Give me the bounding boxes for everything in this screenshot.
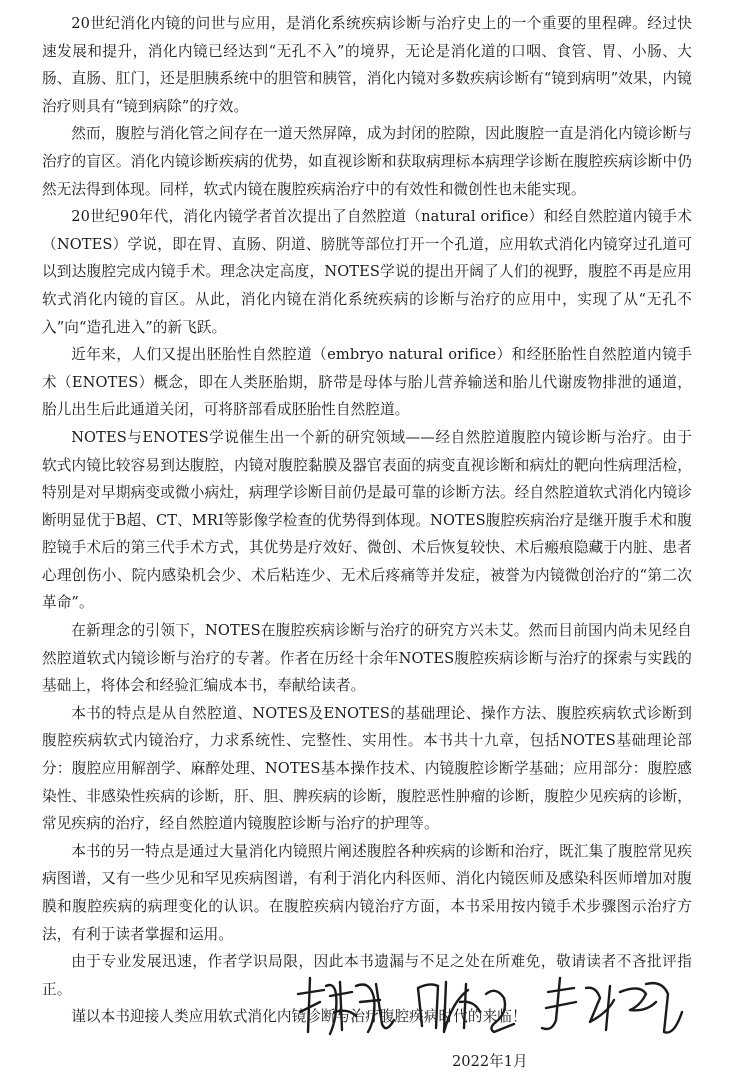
handwritten-signatures <box>290 972 690 1042</box>
author-signatures <box>290 972 690 1042</box>
paragraph-3: 20世纪90年代，消化内镜学者首次提出了自然腔道（natural orifice）和经自然腔道内镜手术（NOTES）学说，即在胃、直肠、阴道、膀胱等部位打开一个孔道，应用软式消化内镜穿过孔道可以到达腹腔完成内镜手术。理念决定高度，NOTES学说的提出开阔了人们的视野，腹腔不再是应用软式消化内镜的盲区。从此，消化内镜在消化系统疾病的诊断与治疗的应用中，实现了从“无孔不入”向“造孔进入”的新飞跃。 <box>42 208 692 336</box>
preface-body <box>42 10 692 1031</box>
paragraph-1: 20世纪消化内镜的问世与应用，是消化系统疾病诊断与治疗史上的一个重要的里程碑。经过快速发展和提升，消化内镜已经达到“无孔不入”的境界，无论是消化道的口咽、食管、胃、小肠、大肠、直肠、肛门，还是胆胰系统中的胆管和胰管，消化内镜对多数疾病诊断有“镜到病明”效果，内镜治疗则具有“镜到病除”的疗效。 <box>42 15 692 115</box>
signature-1 <box>298 978 394 1034</box>
paragraph-6: 在新理念的引领下，NOTES在腹腔疾病诊断与治疗的研究方兴未艾。然而目前国内尚未见经自然腔道软式内镜诊断与治疗的专著。作者在历经十余年NOTES腹腔疾病诊断与治疗的探索与实践的基础上，将体会和经验汇编成本书，奉献给读者。 <box>42 622 692 695</box>
paragraph-4: 近年来，人们又提出胚胎性自然腔道（embryo natural orifice）和经胚胎性自然腔道内镜手术（ENOTES）概念，即在人类胚胎期，脐带是母体与胎儿营养输送和胎儿代谢废物排泄的通道，胎儿出生后此通道关闭，可将脐部看成胚胎性自然腔道。 <box>42 346 692 419</box>
signature-2 <box>418 982 514 1032</box>
paragraph-8: 本书的另一特点是通过大量消化内镜照片阐述腹腔各种疾病的诊断和治疗，既汇集了腹腔常见疾病图谱，又有一些少见和罕见疾病图谱，有利于消化内科医师、消化内镜医师及感染科医师增加对腹膜和腹腔疾病的病理变化的认识。在腹腔疾病内镜治疗方面，本书采用按内镜手术步骤图示治疗方法，有利于读者掌握和运用。 <box>42 842 692 943</box>
paragraph-5: NOTES与ENOTES学说催生出一个新的研究领域——经自然腔道腹腔内镜诊断与治疗。由于软式内镜比较容易到达腹腔，内镜对腹腔黏膜及器官表面的病变直视诊断和病灶的靶向性病理活检，特别是对早期病变或微小病灶，病理学诊断目前仍是最可靠的诊断方法。经自然腔道软式消化内镜诊断明显优于B超、CT、MRI等影像学检查的优势得到体现。NOTES腹腔疾病治疗是继开腹手术和腹腔镜手术后的第三代手术方式，其优势是疗效好、微创、术后恢复较快、术后瘢痕隐藏于内脏、患者心理创伤小、院内感染机会少、术后粘连少、无术后疼痛等并发症，被誉为内镜微创治疗的“第二次革命”。 <box>42 428 692 612</box>
paragraph-7: 本书的特点是从自然腔道、NOTES及ENOTES的基础理论、操作方法、腹腔疾病软式诊断到腹腔疾病软式内镜治疗，力求系统性、完整性、实用性。本书共十九章，包括NOTES基础理论部分：腹腔应用解剖学、麻醉处理、NOTES基本操作技术、内镜腹腔诊断学基础；应用部分：腹腔感染性、非感染性疾病的诊断，肝、胆、脾疾病的诊断，腹腔恶性肿瘤的诊断，腹腔少见疾病的诊断，常见疾病的治疗，经自然腔道内镜腹腔诊断与治疗的护理等。 <box>42 704 692 833</box>
preface-date: 2022年1月 <box>452 1053 528 1070</box>
signature-3 <box>542 978 682 1033</box>
paragraph-10: 谨以本书迎接人类应用软式消化内镜诊断与治疗腹腔疾病时代的来临！ <box>71 1008 527 1026</box>
paragraph-9: 由于专业发展迅速，作者学识局限，因此本书遗漏与不足之处在所难免，敬请读者不吝批评指正。 <box>42 953 692 998</box>
paragraph-2: 然而，腹腔与消化管之间存在一道天然屏障，成为封闭的腔隙，因此腹腔一直是消化内镜诊断与治疗的盲区。消化内镜诊断疾病的优势，如直视诊断和获取病理标本病理学诊断在腹腔疾病诊断中仍然无法得到体现。同样，软式内镜在腹腔疾病治疗中的有效性和微创性也未能实现。 <box>42 125 692 198</box>
